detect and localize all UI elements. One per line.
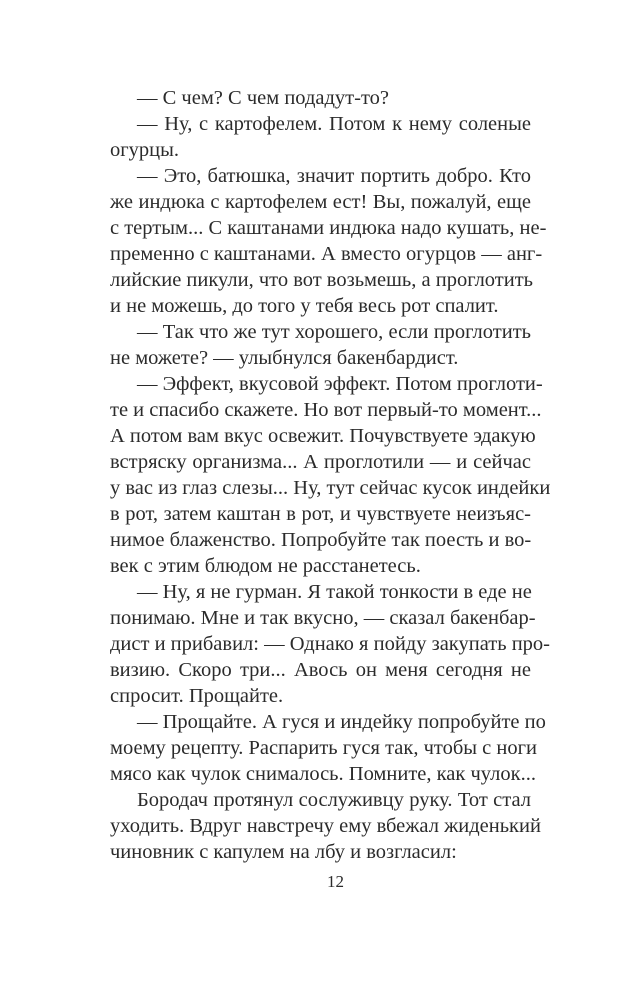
text-line: же индюка с картофелем ест! Вы, пожалуй, еще: [110, 191, 531, 213]
text-line: — Так что же тут хорошего, если проглотить: [137, 321, 531, 343]
text-line: — Ну, я не гурман. Я такой тонкости в еде не: [137, 581, 532, 603]
text-line: спросит. Прощайте.: [110, 685, 284, 707]
text-line: не можете? — улыбнулся бакенбардист.: [110, 347, 459, 369]
text-line: лийские пикули, что вот возьмешь, а проглотить: [110, 269, 534, 291]
text-line: — Это, батюшка, значит портить добро. Кто: [137, 165, 531, 187]
text-line: дист и прибавил: — Однако я пойду закупать про-: [110, 633, 550, 655]
text-line: те и спасибо скажете. Но вот первый-то момент...: [110, 399, 542, 421]
text-line: нимое блаженство. Попробуйте так поесть и во-: [110, 529, 532, 551]
text-line: — Ну, с картофелем. Потом к нему соленые: [137, 113, 531, 135]
text-line: — Прощайте. А гуся и индейку попробуйте по: [137, 711, 546, 733]
text-line: моему рецепту. Распарить гуся так, чтобы с ноги: [110, 737, 537, 759]
text-line: встряску организма... А проглотили — и сейчас: [110, 451, 531, 473]
text-line: понимаю. Мне и так вкусно, — сказал бакенбар-: [110, 607, 536, 629]
text-line: век с этим блюдом не расстанетесь.: [110, 555, 421, 577]
page-number: 12: [327, 872, 344, 891]
text-line: у вас из глаз слезы... Ну, тут сейчас кусок индейки: [110, 477, 551, 499]
text-line: уходить. Вдруг навстречу ему вбежал жиденький: [110, 815, 541, 837]
text-line: огурцы.: [110, 139, 180, 161]
text-line: пременно с каштанами. А вместо огурцов — анг-: [110, 243, 543, 265]
page-body-text: [110, 85, 551, 865]
text-line: визию. Скоро три... Авось он меня сегодня не: [110, 659, 531, 681]
text-line: — Эффект, вкусовой эффект. Потом проглоти-: [137, 373, 543, 395]
text-line: мясо как чулок снималось. Помните, как чулок...: [110, 763, 536, 785]
text-line: и не можешь, до того у тебя весь рот спалит.: [110, 295, 499, 317]
text-line: с тертым... С каштанами индюка надо кушать, не-: [110, 217, 547, 239]
text-line: чиновник с капулем на лбу и возгласил:: [110, 841, 457, 863]
text-line: А потом вам вкус освежит. Почувствуете эдакую: [110, 425, 536, 447]
text-line: Бородач протянул сослуживцу руку. Тот стал: [137, 789, 531, 811]
text-line: в рот, затем каштан в рот, и чувствуете неизъяс-: [110, 503, 531, 525]
text-line: — С чем? С чем подадут-то?: [137, 87, 389, 109]
